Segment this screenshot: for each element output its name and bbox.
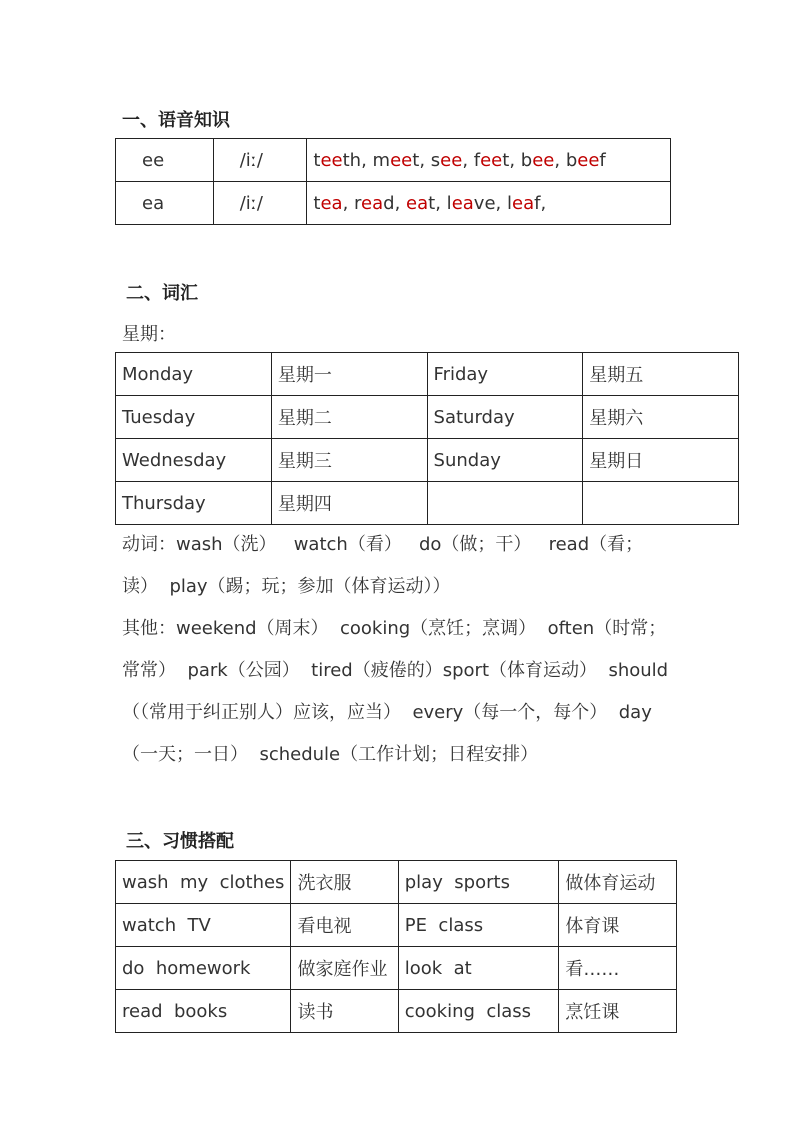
table-row bbox=[116, 861, 677, 904]
weekday-en: Thursday bbox=[116, 482, 272, 525]
phonics-row bbox=[116, 139, 671, 182]
table-row bbox=[116, 396, 739, 439]
example-word: beef bbox=[565, 149, 606, 171]
weekday-en: Sunday bbox=[427, 439, 583, 482]
example-word: feet bbox=[473, 149, 510, 171]
phonics-row bbox=[116, 182, 671, 225]
phrase-en: wash my clothes bbox=[116, 861, 291, 904]
weekday-zh: 星期四 bbox=[271, 482, 427, 525]
example-word: eat bbox=[406, 192, 436, 214]
phrase-zh: 看电视 bbox=[291, 904, 398, 947]
phonics-letters: ee bbox=[116, 139, 214, 182]
weekday-zh: 星期五 bbox=[583, 353, 739, 396]
phonics-words: tea, read, eat, leave, leaf, bbox=[307, 182, 671, 225]
phrase-en: PE class bbox=[398, 904, 559, 947]
phrase-en: play sports bbox=[398, 861, 559, 904]
others-line: （（常用于纠正别人）应该，应当） every（每一个，每个） day bbox=[122, 702, 652, 723]
phrase-en: watch TV bbox=[116, 904, 291, 947]
weekday-zh: 星期日 bbox=[583, 439, 739, 482]
phonics-letters: ea bbox=[116, 182, 214, 225]
phonics-ipa: /iː/ bbox=[213, 139, 307, 182]
phrase-zh: 做家庭作业 bbox=[291, 947, 398, 990]
weekday-en: Tuesday bbox=[116, 396, 272, 439]
phonics-table bbox=[115, 138, 671, 225]
table-row bbox=[116, 353, 739, 396]
weekday-en: Friday bbox=[427, 353, 583, 396]
phrase-zh: 看…… bbox=[559, 947, 677, 990]
weekday-zh: 星期一 bbox=[271, 353, 427, 396]
weekday-en: Monday bbox=[116, 353, 272, 396]
table-row bbox=[116, 439, 739, 482]
others-line: 其他：weekend（周末） cooking（烹饪；烹调） often（时常； bbox=[122, 618, 667, 639]
phrase-en: do homework bbox=[116, 947, 291, 990]
others-paragraph bbox=[122, 608, 702, 776]
weekday-en: Wednesday bbox=[116, 439, 272, 482]
weekday-en: Saturday bbox=[427, 396, 583, 439]
phrase-en: look at bbox=[398, 947, 559, 990]
weekday-zh: 星期三 bbox=[271, 439, 427, 482]
section2-title: 二、词汇 bbox=[126, 283, 198, 304]
phrase-en: read books bbox=[116, 990, 291, 1033]
section1-title: 一、语音知识 bbox=[122, 110, 230, 131]
example-word: tea bbox=[313, 192, 343, 214]
example-word: meet bbox=[372, 149, 420, 171]
weekday-zh bbox=[583, 482, 739, 525]
weekday-en bbox=[427, 482, 583, 525]
phrase-zh: 体育课 bbox=[559, 904, 677, 947]
phrase-en: cooking class bbox=[398, 990, 559, 1033]
table-row bbox=[116, 947, 677, 990]
others-line: 常常） park（公园） tired（疲倦的）sport（体育运动） should bbox=[122, 660, 669, 681]
verbs-paragraph bbox=[122, 524, 702, 608]
phrase-zh: 做体育运动 bbox=[559, 861, 677, 904]
phrase-zh: 洗衣服 bbox=[291, 861, 398, 904]
table-row bbox=[116, 904, 677, 947]
weekdays-table bbox=[115, 352, 739, 525]
weekdays-label: 星期： bbox=[122, 324, 176, 345]
phrases-table bbox=[115, 860, 677, 1033]
verbs-line: 动词：wash（洗） watch（看） do（做；干） read（看； bbox=[122, 534, 644, 555]
table-row bbox=[116, 990, 677, 1033]
phrase-zh: 读书 bbox=[291, 990, 398, 1033]
example-word: leaf bbox=[506, 192, 541, 214]
table-row bbox=[116, 482, 739, 525]
example-word: teeth bbox=[313, 149, 362, 171]
phrase-zh: 烹饪课 bbox=[559, 990, 677, 1033]
weekday-zh: 星期二 bbox=[271, 396, 427, 439]
phonics-words: teeth, meet, see, feet, bee, beef bbox=[307, 139, 671, 182]
verbs-line: 读） play（踢；玩；参加（体育运动）） bbox=[122, 576, 451, 597]
phonics-ipa: /iː/ bbox=[213, 182, 307, 225]
example-word: bee bbox=[520, 149, 555, 171]
section3-title: 三、习惯搭配 bbox=[126, 831, 234, 852]
example-word: see bbox=[430, 149, 463, 171]
example-word: leave bbox=[446, 192, 496, 214]
example-word: read bbox=[354, 192, 395, 214]
others-line: （一天；一日） schedule（工作计划；日程安排） bbox=[122, 744, 539, 765]
weekday-zh: 星期六 bbox=[583, 396, 739, 439]
